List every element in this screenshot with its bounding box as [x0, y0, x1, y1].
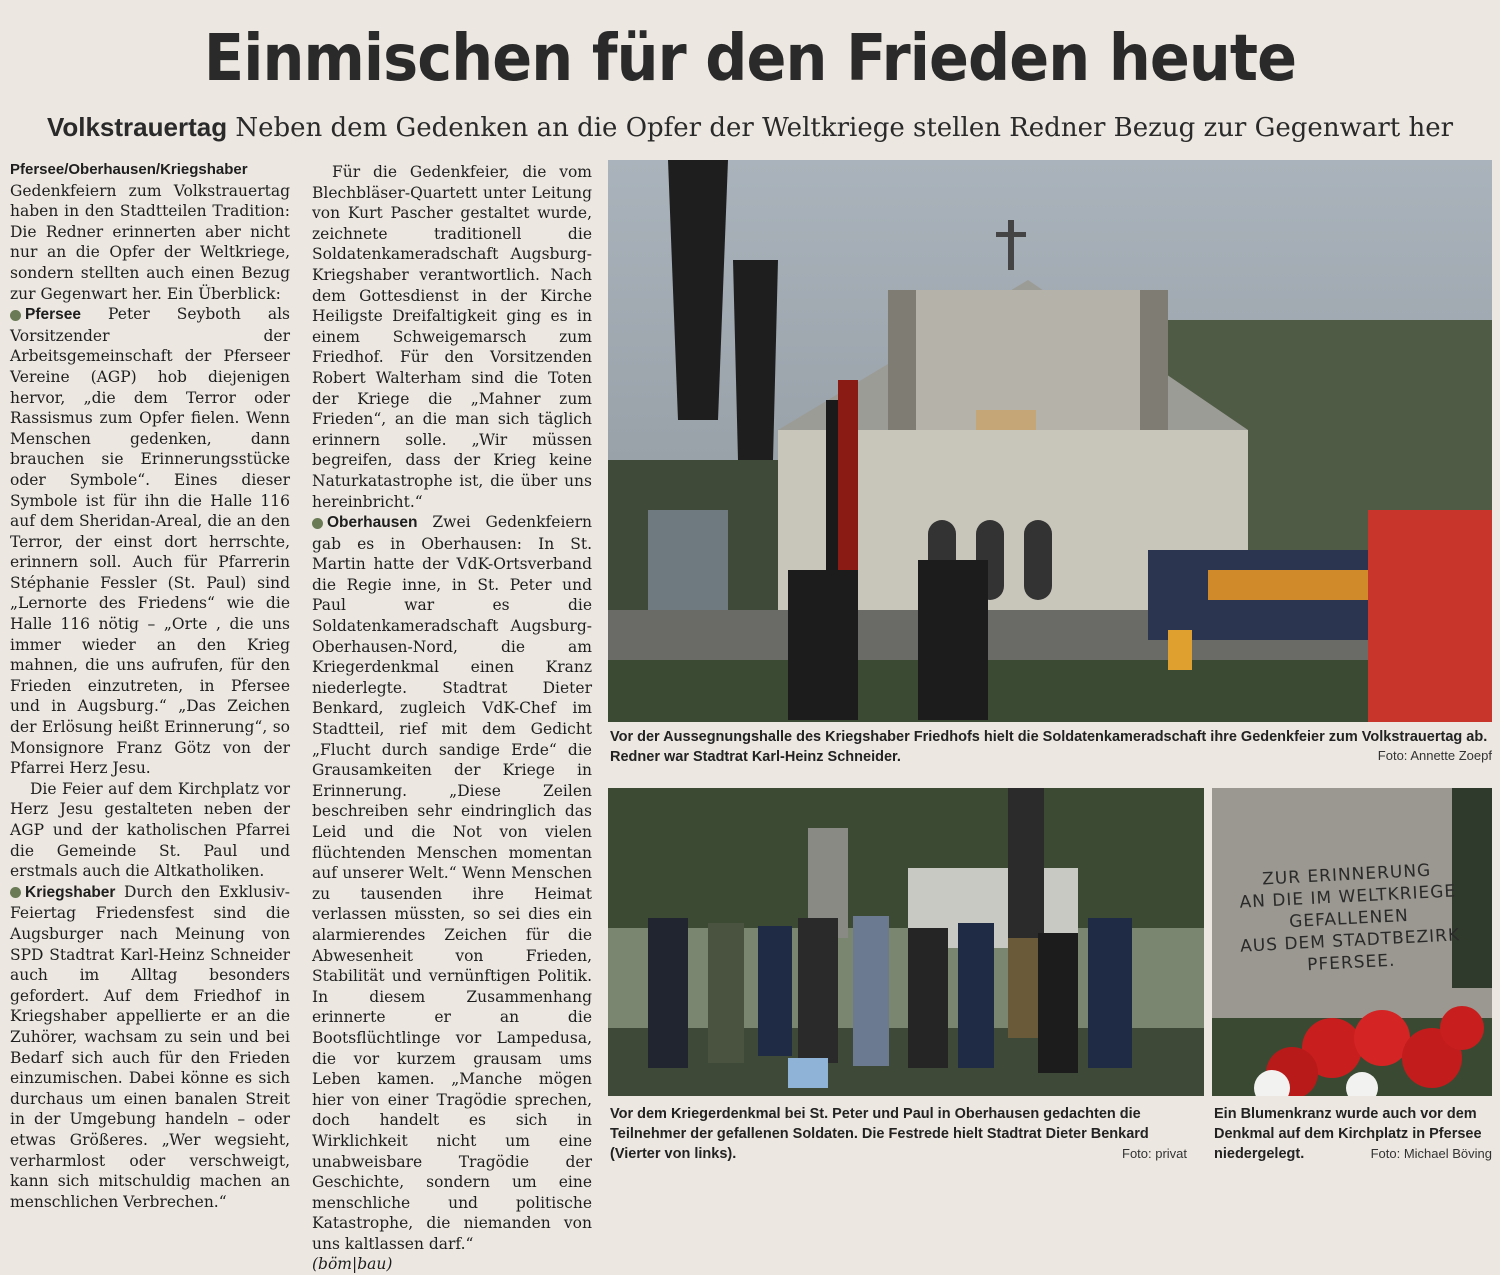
inscription-line: GEFALLENEN: [1288, 905, 1410, 933]
bullet-icon: [10, 887, 21, 898]
inscription-line: PFERSEE.: [1306, 950, 1396, 976]
pfersee-paragraph-2: Die Feier auf dem Kirchplatz vor Herz Jesu gestalteten neben der AGP und der katholischen Pfarrei die Gemeinde St. Paul und erstmals auch die Altkatholiken.: [10, 779, 290, 881]
memorial-photo-caption: Ein Blumenkranz wurde auch vor dem Denkmal auf dem Kirchplatz in Pfersee niedergelegt.: [1214, 1106, 1482, 1162]
bullet-icon: [312, 518, 323, 529]
bullet-icon: [10, 310, 21, 321]
article-column-1: [10, 160, 290, 1212]
inscription-line: AN DIE IM WELTKRIEGE: [1239, 881, 1457, 913]
kriegshaber-paragraph: [10, 882, 290, 1213]
author-signature: (böm|bau): [312, 1255, 393, 1274]
pfersee-paragraph: [10, 304, 290, 779]
oberhausen-text: Zwei Gedenkfeiern gab es in Oberhausen: In St. Martin hatte der VdK-Ortsverband die Regie inne, in St. Peter und Paul war es die Soldatenkameradschaft Augsburg-Oberhausen-Nord, die am Kriegerdenkmal einen Kranz niederlegte. Stadtrat Dieter Benkard, zugleich VdK-Chef im Stadtteil, rief mit dem Gedicht „Flucht durch sandige Erde“ die Grausamkeiten der Kriege in Erinnerung. „Diese Zeilen beschreiben sehr eindringlich das Leid und die Not von vielen flüchtenden Menschen momentan auf unserer Welt.“ Wenn Menschen zu tausenden ihre Heimat verlassen müssten, so sei dies ein alarmierendes Zeichen für die Abwesenheit von Frieden, Stabilität und vernünftigen Politik. In diesem Zusammenhang erinnerte er an die Bootsflüchtlinge vor Lampedusa, die vor kurzem grausam ums Leben kamen. „Manche mögen hier von einer Tragödie sprechen, doch handelt es sich in Wirklichkeit nicht um eine unabweisbare Tragödie der Geschichte, sondern um eine menschliche und politische Katastrophe, die niemanden von uns kaltlassen darf.“: [312, 513, 592, 1253]
group-scene-image: [608, 788, 1204, 1096]
memorial-inscription: [1221, 858, 1476, 981]
subhead-text: Neben dem Gedenken an die Opfer der Weltkriege stellen Redner Bezug zur Gegenwart her: [227, 113, 1454, 143]
intro-paragraph: Gedenkfeiern zum Volkstrauertag haben in den Stadtteilen Tradition: Die Redner erinnerten aber nicht nur an die Opfer der Weltkriege, sondern stellten auch einen Bezug zur Gegenwart her. Ein Überblick:: [10, 181, 290, 303]
dateline: Pfersee/Oberhausen/Kriegshaber: [10, 161, 248, 178]
main-photo-credit: Foto: Annette Zoepf: [1377, 748, 1492, 763]
article-column-2: [312, 162, 592, 1275]
kicker: Volkstrauertag: [46, 112, 228, 142]
subheadline: [0, 112, 1500, 143]
inscription-line: ZUR ERINNERUNG: [1261, 860, 1432, 890]
main-photo-caption: Vor der Aussegnungshalle des Kriegshaber Friedhofs hielt die Soldatenkameradschaft ihre Gedenkfeier zum Volkstrauertag ab. Redner war Stadtrat Karl-Heinz Schneider.: [610, 729, 1488, 765]
section-label-oberhausen: Oberhausen: [327, 514, 418, 532]
photo-memorial: [1212, 788, 1492, 1096]
kriegshaber-paragraph-2: Für die Gedenkfeier, die vom Blechbläser-Quartett unter Leitung von Kurt Pascher gestaltet wurde, zeichnete traditionell die Soldatenkameradschaft Augsburg-Kriegshaber verantwortlich. Nach dem Gottesdienst in der Kirche Heiligste Dreifaltigkeit ging es in einem Schweigemarsch zum Friedhof. Für den Vorsitzenden Robert Walterham sind die Toten der Kriege die „Mahner zum Frieden“, an die man sich täglich erinnern solle. „Wir müssen begreifen, dass der Krieg keine Naturkatastrophe ist, die über uns hereinbricht.“: [312, 163, 592, 511]
photo-chapel: [608, 160, 1492, 722]
group-photo-caption: Vor dem Kriegerdenkmal bei St. Peter und Paul in Oberhausen gedachten die Teilnehmer der gefallenen Soldaten. Die Festrede hielt Stadtrat Dieter Benkard (Vierter von links).: [610, 1106, 1149, 1162]
pfersee-text: Peter Seyboth als Vorsitzender der Arbeitsgemeinschaft der Pferseer Vereine (AGP) hob diejenigen hervor, „die dem Terror oder Rassismus zum Opfer fielen. Wenn Menschen gedenken, dann brauchen sie Erinnerungsstücke oder Symbole“. Eines dieser Symbole ist für ihn die Halle 116 auf dem Sheridan-Areal, die an den Terror, der einst dort herrschte, erinnern soll. Auch für Pfarrerin Stéphanie Fessler (St. Paul) sind „Lernorte des Friedens“ wie die Halle 116 nötig – „Orte , die uns immer wieder an den Krieg mahnen, die uns aufrufen, für den Frieden einzutreten, in Pfersee und in Augsburg.“ „Das Zeichen der Erlösung heißt Erinnerung“, so Monsignore Franz Götz von der Pfarrei Herz Jesu.: [10, 305, 290, 778]
photo-group: [608, 788, 1204, 1096]
chapel-scene-image: [608, 160, 1492, 722]
section-label-kriegshaber: Kriegshaber: [25, 883, 116, 901]
kriegshaber-text: Durch den Exklusiv-Feiertag Friedensfest sind die Augsburger nach Meinung von SPD Stadtrat Karl-Heinz Schneider auch im Alltag besonders gefordert. Auf dem Friedhof in Kriegshaber appellierte er an die Zuhörer, wachsam zu sein und bei Bedarf sich auch für den Frieden einzumischen. Dabei könne es sich durchaus um einen banalen Streit in der Umgebung handeln – oder etwas Größeres. „Wer wegsieht, verharmlost oder verschweigt, kann sich mitschuldig machen an menschlichen Verbrechen.“: [10, 882, 290, 1211]
group-photo-credit: Foto: privat: [1122, 1146, 1188, 1161]
memorial-photo-credit: Foto: Michael Böving: [1370, 1146, 1492, 1161]
section-label-pfersee: Pfersee: [25, 306, 82, 324]
inscription-line: AUS DEM STADTBEZIRK: [1239, 925, 1461, 957]
headline: Einmischen für den Frieden heute: [203, 22, 1297, 96]
oberhausen-paragraph: [312, 512, 592, 1254]
